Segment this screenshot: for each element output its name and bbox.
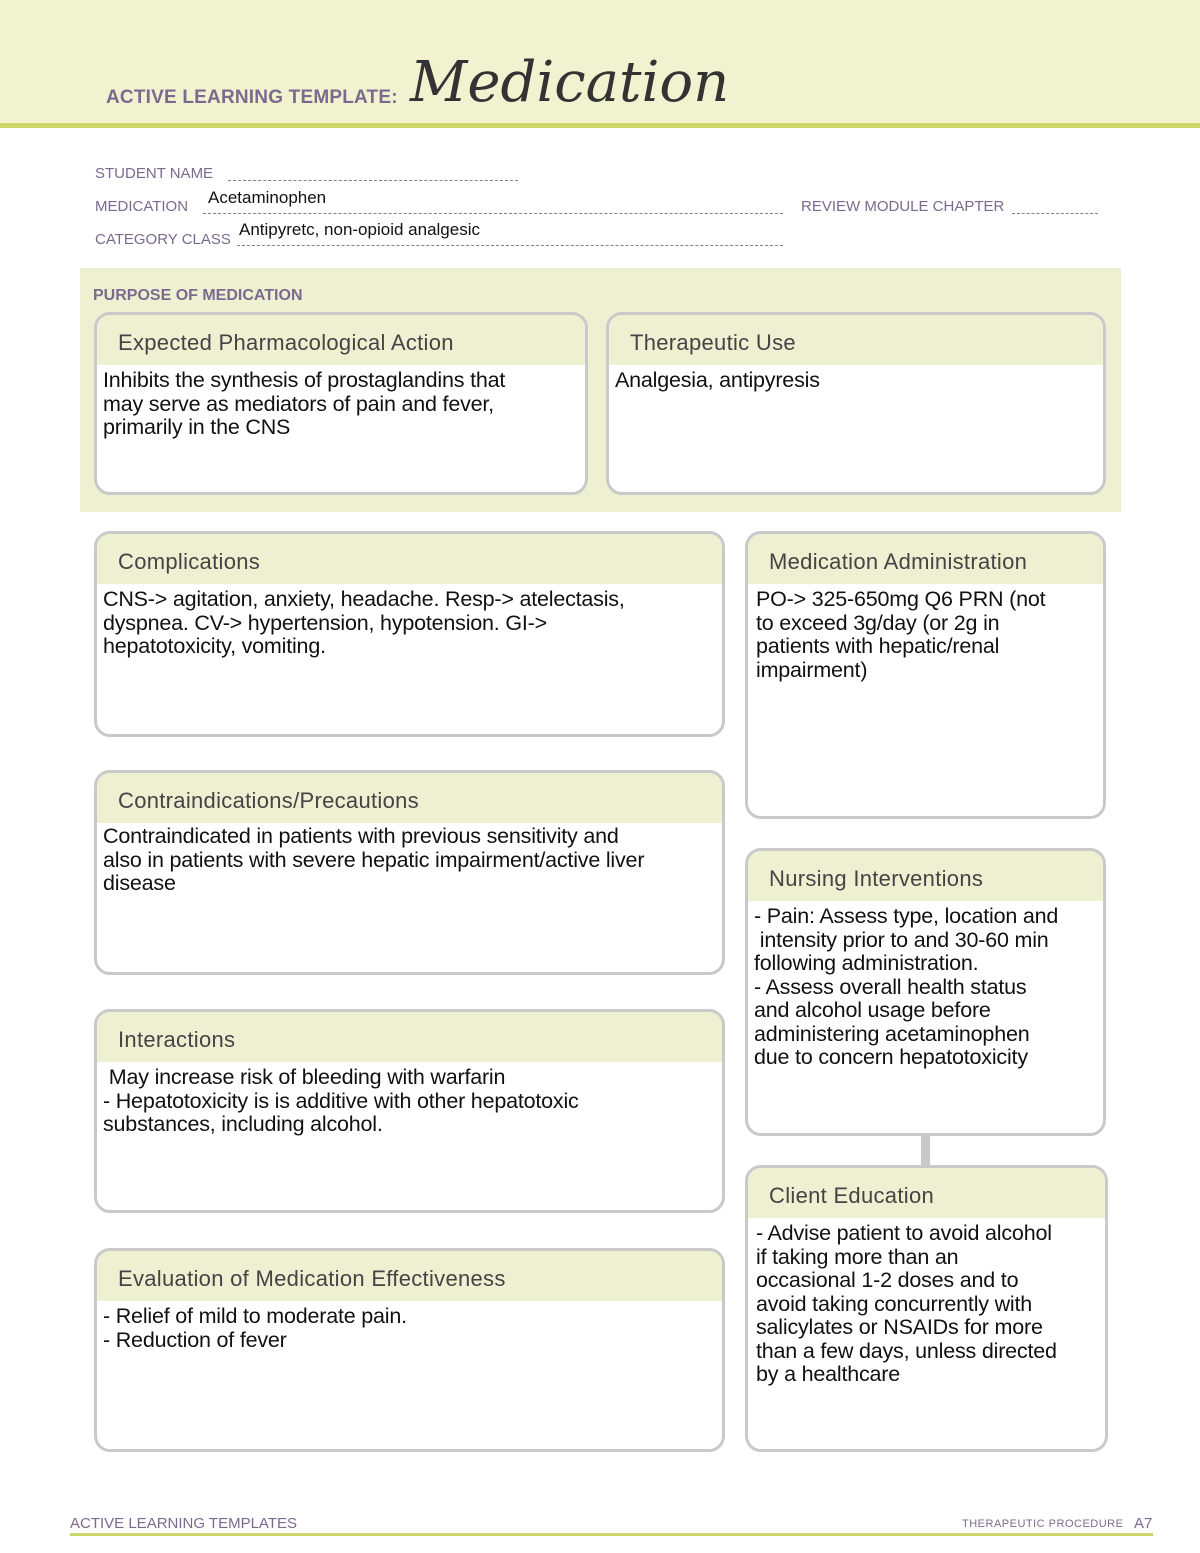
box-title: Interactions (97, 1012, 722, 1062)
connector-line (921, 1134, 930, 1168)
box-body: Analgesia, antipyresis (615, 368, 820, 392)
box-body: - Advise patient to avoid alcohol if taking more than an occasional 1-2 doses and to avoid taking concurrently with salicylates or NSAIDs for more than a few days, unless directed by a healthcare (756, 1221, 1057, 1386)
box-title: Medication Administration (748, 534, 1103, 584)
box-title: Therapeutic Use (609, 315, 1103, 365)
student-name-field[interactable] (228, 180, 518, 181)
box-body: - Relief of mild to moderate pain. - Reduction of fever (103, 1304, 407, 1352)
footer-right: THERAPEUTIC PROCEDURE (962, 1518, 1124, 1530)
nursing-interventions-box[interactable] (745, 848, 1106, 1136)
box-body: Contraindicated in patients with previous sensitivity and also in patients with severe hepatic impairment/active liver disease (103, 824, 645, 895)
complications-box[interactable] (94, 531, 725, 737)
review-module-label: REVIEW MODULE CHAPTER (801, 198, 1005, 215)
box-body: CNS-> agitation, anxiety, headache. Resp-> atelectasis, dyspnea. CV-> hypertension, hypotension. GI-> hepatotoxicity, vomiting. (103, 587, 625, 658)
box-title: Contraindications/Precautions (97, 773, 722, 823)
box-title: Evaluation of Medication Effectiveness (97, 1251, 722, 1301)
box-title: Client Education (748, 1168, 1105, 1218)
evaluation-box[interactable] (94, 1248, 725, 1452)
box-title: Expected Pharmacological Action (97, 315, 585, 365)
footer-left: ACTIVE LEARNING TEMPLATES (70, 1515, 297, 1532)
page-number: A7 (1134, 1515, 1153, 1532)
student-name-label: STUDENT NAME (95, 165, 214, 182)
template-label: ACTIVE LEARNING TEMPLATE: (106, 87, 398, 108)
box-body: PO-> 325-650mg Q6 PRN (not to exceed 3g/day (or 2g in patients with hepatic/renal impairment) (756, 587, 1046, 682)
contraindications-box[interactable] (94, 770, 725, 975)
client-education-box[interactable] (745, 1165, 1108, 1452)
medication-field[interactable] (203, 213, 783, 214)
box-body: - Pain: Assess type, location and intensity prior to and 30-60 min following administration. - Assess overall health status and alcohol usage before administering acetaminophen due to concern hepatotoxicity (754, 904, 1059, 1069)
box-body: Inhibits the synthesis of prostaglandins that may serve as mediators of pain and fever, primarily in the CNS (103, 368, 506, 439)
medication-value: Acetaminophen (208, 188, 327, 207)
page-title: Medication (410, 50, 730, 115)
page-header (0, 0, 1200, 128)
box-title: Complications (97, 534, 722, 584)
category-class-field[interactable] (237, 245, 783, 246)
footer-divider (70, 1533, 1153, 1536)
expected-action-box[interactable] (94, 312, 588, 495)
purpose-title: PURPOSE OF MEDICATION (93, 287, 303, 304)
category-class-label: CATEGORY CLASS (95, 231, 231, 248)
box-body: May increase risk of bleeding with warfarin - Hepatotoxicity is is additive with other hepatotoxic substances, including alcohol. (103, 1065, 579, 1136)
category-class-value: Antipyretc, non-opioid analgesic (239, 220, 480, 239)
medication-label: MEDICATION (95, 198, 189, 215)
administration-box[interactable] (745, 531, 1106, 819)
box-title: Nursing Interventions (748, 851, 1103, 901)
interactions-box[interactable] (94, 1009, 725, 1213)
review-module-field[interactable] (1012, 213, 1098, 214)
therapeutic-use-box[interactable] (606, 312, 1106, 495)
